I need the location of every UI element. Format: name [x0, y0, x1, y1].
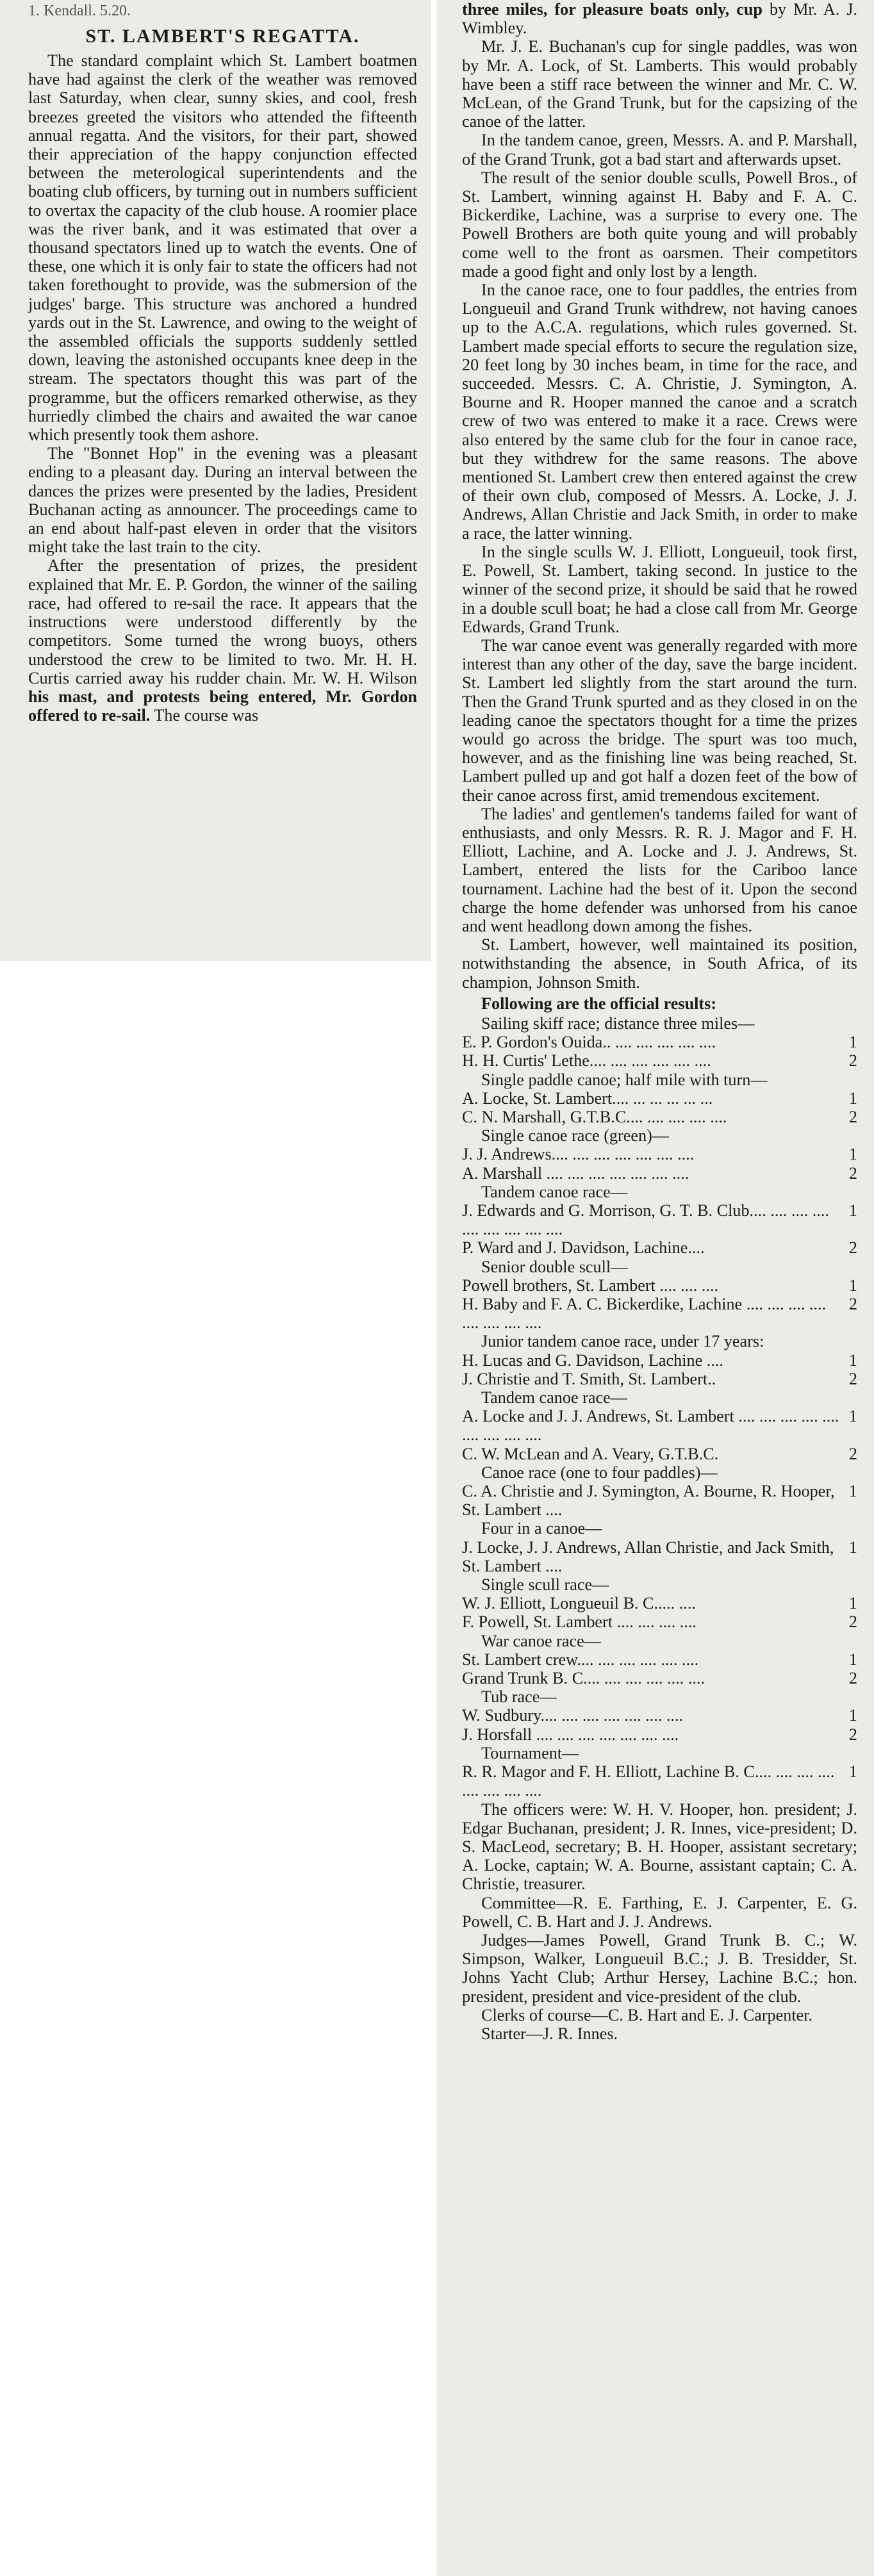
paragraph: In the canoe race, one to four paddles, the entries from Longueuil and Grand Trunk withdrew, not having canoes up to the A.C.A. regulations, which rules governed. St. Lambert made special efforts to secure the regulation size, 20 feet long by 30 inches beam, in time for the race, and succeeded. Messrs. C. A. Christie, J. Symington, A. Bourne and R. Hooper manned the canoe and a scratch crew of two was entered to make it a race. Crews were also entered by the same club for the four in canoe race, but they withdrew for the same reasons. The above mentioned St. Lambert crew then entered against the crew of their own club, composed of Messrs. A. Locke, J. J. Andrews, Allan Christie and Jack Smith, in order to make a race, the latter winning.	[462, 281, 857, 543]
entrant: W. Sudbury.... .... .... .... .... .... ....	[462, 1706, 684, 1725]
result-row	[462, 1370, 857, 1388]
paragraph-text: After the presentation of prizes, the president explained that Mr. E. P. Gordon, the winner of the sailing race, had offered to re-sail the race. It appears that the instructions were understood differently by the competitors. Some turned the wrong buoys, others understood the crew to be limited to two. Mr. H. H. Curtis carried away his rudder chain. Mr. W. H. Wilson	[28, 556, 417, 687]
result-row	[462, 1650, 857, 1669]
continuation-paragraph	[462, 0, 857, 37]
event-name: Junior tandem canoe race, under 17 years:	[481, 1332, 764, 1351]
bold-passage: three miles, for pleasure boats only, cup	[462, 0, 763, 19]
paragraph: The result of the senior double sculls, Powell Bros., of St. Lambert, winning against H. Baby and F. A. C. Bickerdike, Lachine, was a surprise to every one. The Powell Brothers are both quite young and will probably come well to the front as oarsmen. Their competitors made a good fight and only lost by a length.	[462, 168, 857, 281]
paragraph: Committee—R. E. Farthing, E. J. Carpenter, E. G. Powell, C. B. Hart and J. J. Andrews.	[462, 1893, 857, 1931]
paragraph: The "Bonnet Hop" in the evening was a pleasant ending to a pleasant day. During an interval between the dances the prizes were presented by the ladies, President Buchanan acting as announcer. The proceedings came to an end about half-past eleven in order that the visitors might take the last train to the city.	[28, 444, 417, 557]
result-group	[462, 1183, 857, 1258]
paragraph: The war canoe event was generally regarded with more interest than any other of the day, save the barge incident. St. Lambert led slightly from the start around the turn. Then the Grand Trunk spurted and as they closed in on the leading canoe the spectators thought for a time the prizes would go across the bridge. The spurt was too much, however, and as the finishing line was being reached, St. Lambert pulled up and got half a dozen feet of the bow of their canoe across first, amid tremendous excitement.	[462, 636, 857, 805]
placing: 1	[848, 1594, 857, 1613]
entrant: C. A. Christie and J. Symington, A. Bourne, R. Hooper, St. Lambert ....	[462, 1482, 835, 1520]
placing: 1	[848, 1088, 857, 1108]
entrant: C. N. Marshall, G.T.B.C.... .... .... .... ....	[462, 1107, 727, 1126]
paragraph: Clerks of course—C. B. Hart and E. J. Carpenter.	[481, 2005, 813, 2024]
result-row	[462, 1407, 857, 1444]
entrant: J. Christie and T. Smith, St. Lambert..	[462, 1369, 716, 1388]
entrant: P. Ward and J. Davidson, Lachine....	[462, 1238, 705, 1258]
entrant: H. H. Curtis' Lethe.... .... .... .... .... ....	[462, 1051, 711, 1071]
result-row	[462, 1033, 857, 1051]
results-heading: Following are the official results:	[481, 994, 717, 1013]
placing: 1	[848, 1706, 857, 1725]
result-row	[462, 1108, 857, 1126]
paragraph: In the tandem canoe, green, Messrs. A. and P. Marshall, of the Grand Trunk, got a bad start and afterwards upset.	[462, 131, 857, 168]
entrant: H. Lucas and G. Davidson, Lachine ....	[462, 1350, 723, 1370]
paragraph: The standard complaint which St. Lambert boatmen have had against the clerk of the weather was removed last Saturday, when clear, sunny skies, and cool, fresh breezes greeted the visitors who attended the fifteenth annual regatta. And the visitors, for their part, showed their appreciation of the happy conjunction effected between the meterological superintendents and the boating club officers, by turning out in numbers sufficient to overtax the capacity of the club house. A roomier place was the river bank, and it was estimated that over a thousand spectators lined up to watch the events. One of these, one which it is only fair to state the officers had not taken forethought to provide, was the submersion of the judges' barge. This structure was anchored a hundred yards out in the St. Lawrence, and owing to the weight of the assembled officials the supports suddenly settled down, leaving the astonished occupants knee deep in the stream. The spectators thought this was part of the programme, but the officers remarked otherwise, as they hurriedly climbed the chairs and awaited the war canoe which presently took them ashore.	[28, 51, 417, 445]
paragraph: The officers were: W. H. V. Hooper, hon. president; J. Edgar Buchanan, president; J. R. Innes, vice-president; D. S. MacLeod, secretary; B. H. Hooper, assistant secretary; A. Locke, captain; W. A. Bourne, assistant captain; C. A. Christie, treasurer.	[462, 1800, 857, 1894]
event-name: Tandem canoe race—	[481, 1182, 627, 1201]
result-row	[462, 1706, 857, 1725]
paragraph-tail: The course was	[150, 706, 259, 725]
result-row	[462, 1482, 857, 1519]
results-list	[462, 1014, 857, 1800]
entrant: W. J. Elliott, Longueuil B. C..... ....	[462, 1594, 696, 1613]
placing: 2	[848, 1051, 857, 1071]
result-group	[462, 1014, 857, 1071]
entrant: A. Locke, St. Lambert.... ... ... ... ... ...	[462, 1088, 713, 1108]
result-row	[462, 1051, 857, 1070]
result-row	[462, 1351, 857, 1370]
result-row	[462, 1594, 857, 1612]
placing: 1	[848, 1350, 857, 1370]
event-name: Single scull race—	[481, 1575, 609, 1595]
result-group	[462, 1632, 857, 1688]
result-row	[462, 1238, 857, 1257]
entrant: J. J. Andrews.... .... .... .... .... .... ....	[462, 1145, 695, 1164]
bold-passage: his mast, and protests being entered, Mr. Gordon offered to re-sail.	[28, 687, 417, 725]
placing: 2	[848, 1669, 857, 1688]
result-group	[462, 1687, 857, 1744]
result-row	[462, 1295, 857, 1332]
event-name: War canoe race—	[481, 1631, 601, 1650]
article-column-right	[436, 0, 874, 2576]
placing: 2	[848, 1444, 857, 1463]
placing: 2	[848, 1238, 857, 1258]
article-column-left	[0, 0, 431, 961]
result-group	[462, 1575, 857, 1632]
placing: 1	[848, 1482, 857, 1501]
event-name: Senior double scull—	[481, 1257, 628, 1276]
entrant: R. R. Magor and F. H. Elliott, Lachine B. C.... .... .... .... .... .... .... ....	[462, 1762, 835, 1800]
event-name: Four in a canoe—	[481, 1519, 602, 1538]
clipped-top-line: 1. Kendall. 5.20.	[28, 3, 131, 19]
placing: 2	[848, 1369, 857, 1388]
result-group	[462, 1463, 857, 1520]
placing: 1	[848, 1650, 857, 1669]
paragraph: The ladies' and gentlemen's tandems failed for want of enthusiasts, and only Messrs. R. R. J. Magor and F. H. Elliott, Lachine, and A. Locke and J. J. Andrews, St. Lambert, entered the lists for the Cariboo lance tournament. Lachine had the best of it. Upon the second charge the home defender was unhorsed from his canoe and went headlong down among the fishes.	[462, 804, 857, 935]
placing: 1	[848, 1538, 857, 1557]
paragraph: Starter—J. R. Innes.	[481, 2024, 618, 2043]
result-row	[462, 1762, 857, 1800]
paragraph: Mr. J. E. Buchanan's cup for single paddles, was won by Mr. A. Lock, of St. Lamberts. This would probably have been a stiff race between the winner and Mr. C. W. McLean, of the Grand Trunk, but for the capsizing of the canoe of the latter.	[462, 37, 857, 131]
result-group	[462, 1519, 857, 1575]
result-row	[462, 1538, 857, 1575]
event-name: Tournament—	[481, 1743, 579, 1762]
entrant: E. P. Gordon's Ouida.. .... .... .... .... ....	[462, 1033, 716, 1052]
paragraph: In the single sculls W. J. Elliott, Longueuil, took first, E. Powell, St. Lambert, taking second. In justice to the winner of the second prize, it should be said that he rowed in a double scull boat; he had a close call from Mr. George Edwards, Grand Trunk.	[462, 542, 857, 636]
result-group	[462, 1744, 857, 1800]
event-name: Tandem canoe race—	[481, 1388, 627, 1407]
event-name: Single canoe race (green)—	[481, 1126, 669, 1145]
event-name: Single paddle canoe; half mile with turn—	[481, 1070, 768, 1089]
result-group	[462, 1388, 857, 1463]
paragraph-text: by Mr. A. J. Wimbley.	[462, 0, 857, 38]
entrant: C. W. McLean and A. Veary, G.T.B.C.	[462, 1444, 719, 1463]
placing: 1	[848, 1407, 857, 1426]
entrant: J. Horsfall .... .... .... .... .... .... ....	[462, 1725, 679, 1744]
paragraph: St. Lambert, however, well maintained its position, notwithstanding the absence, in South Africa, of its champion, Johnson Smith.	[462, 935, 857, 992]
entrant: A. Marshall .... .... .... .... .... .... ....	[462, 1163, 689, 1183]
placing: 2	[848, 1295, 857, 1314]
event-name: Tub race—	[481, 1687, 557, 1707]
entrant: J. Edwards and G. Morrison, G. T. B. Club.... .... .... .... .... .... .... .... ....	[462, 1201, 829, 1239]
placing: 1	[848, 1033, 857, 1052]
placing: 1	[848, 1762, 857, 1782]
result-row	[462, 1669, 857, 1687]
entrant: A. Locke and J. J. Andrews, St. Lambert .... .... .... .... .... .... .... .... ....	[462, 1407, 839, 1445]
placing: 2	[848, 1725, 857, 1744]
placing: 2	[848, 1163, 857, 1183]
placing: 2	[848, 1107, 857, 1126]
entrant: Grand Trunk B. C.... .... .... .... .... ....	[462, 1669, 705, 1688]
result-row	[462, 1276, 857, 1295]
placing: 1	[848, 1145, 857, 1164]
result-row	[462, 1612, 857, 1631]
placing: 1	[848, 1276, 857, 1295]
paragraph	[28, 556, 417, 725]
result-row	[462, 1725, 857, 1744]
result-group	[462, 1126, 857, 1183]
result-row	[462, 1201, 857, 1238]
entrant: St. Lambert crew.... .... .... .... .... ....	[462, 1650, 699, 1669]
entrant: F. Powell, St. Lambert .... .... .... ....	[462, 1612, 697, 1632]
result-row	[462, 1445, 857, 1463]
event-name: Canoe race (one to four paddles)—	[481, 1463, 718, 1482]
result-row	[462, 1089, 857, 1108]
placing: 2	[848, 1612, 857, 1632]
result-row	[462, 1145, 857, 1163]
result-group	[462, 1071, 857, 1127]
entrant: J. Locke, J. J. Andrews, Allan Christie, and Jack Smith, St. Lambert ....	[462, 1538, 834, 1575]
entrant: H. Baby and F. A. C. Bickerdike, Lachine .... .... .... .... .... .... .... ....	[462, 1295, 827, 1333]
event-name: Sailing skiff race; distance three miles—	[481, 1013, 755, 1033]
placing: 1	[848, 1201, 857, 1220]
result-group	[462, 1258, 857, 1333]
paragraph: Judges—James Powell, Grand Trunk B. C.; W. Simpson, Walker, Longueuil B.C.; J. B. Tresidder, St. Johns Yacht Club; Arthur Hersey, Lachine B.C.; hon. president, president and vice-president of the club.	[462, 1930, 857, 2006]
result-group	[462, 1332, 857, 1388]
article-headline: ST. LAMBERT'S REGATTA.	[85, 26, 360, 47]
result-row	[462, 1164, 857, 1183]
entrant: Powell brothers, St. Lambert .... .... ....	[462, 1276, 719, 1295]
